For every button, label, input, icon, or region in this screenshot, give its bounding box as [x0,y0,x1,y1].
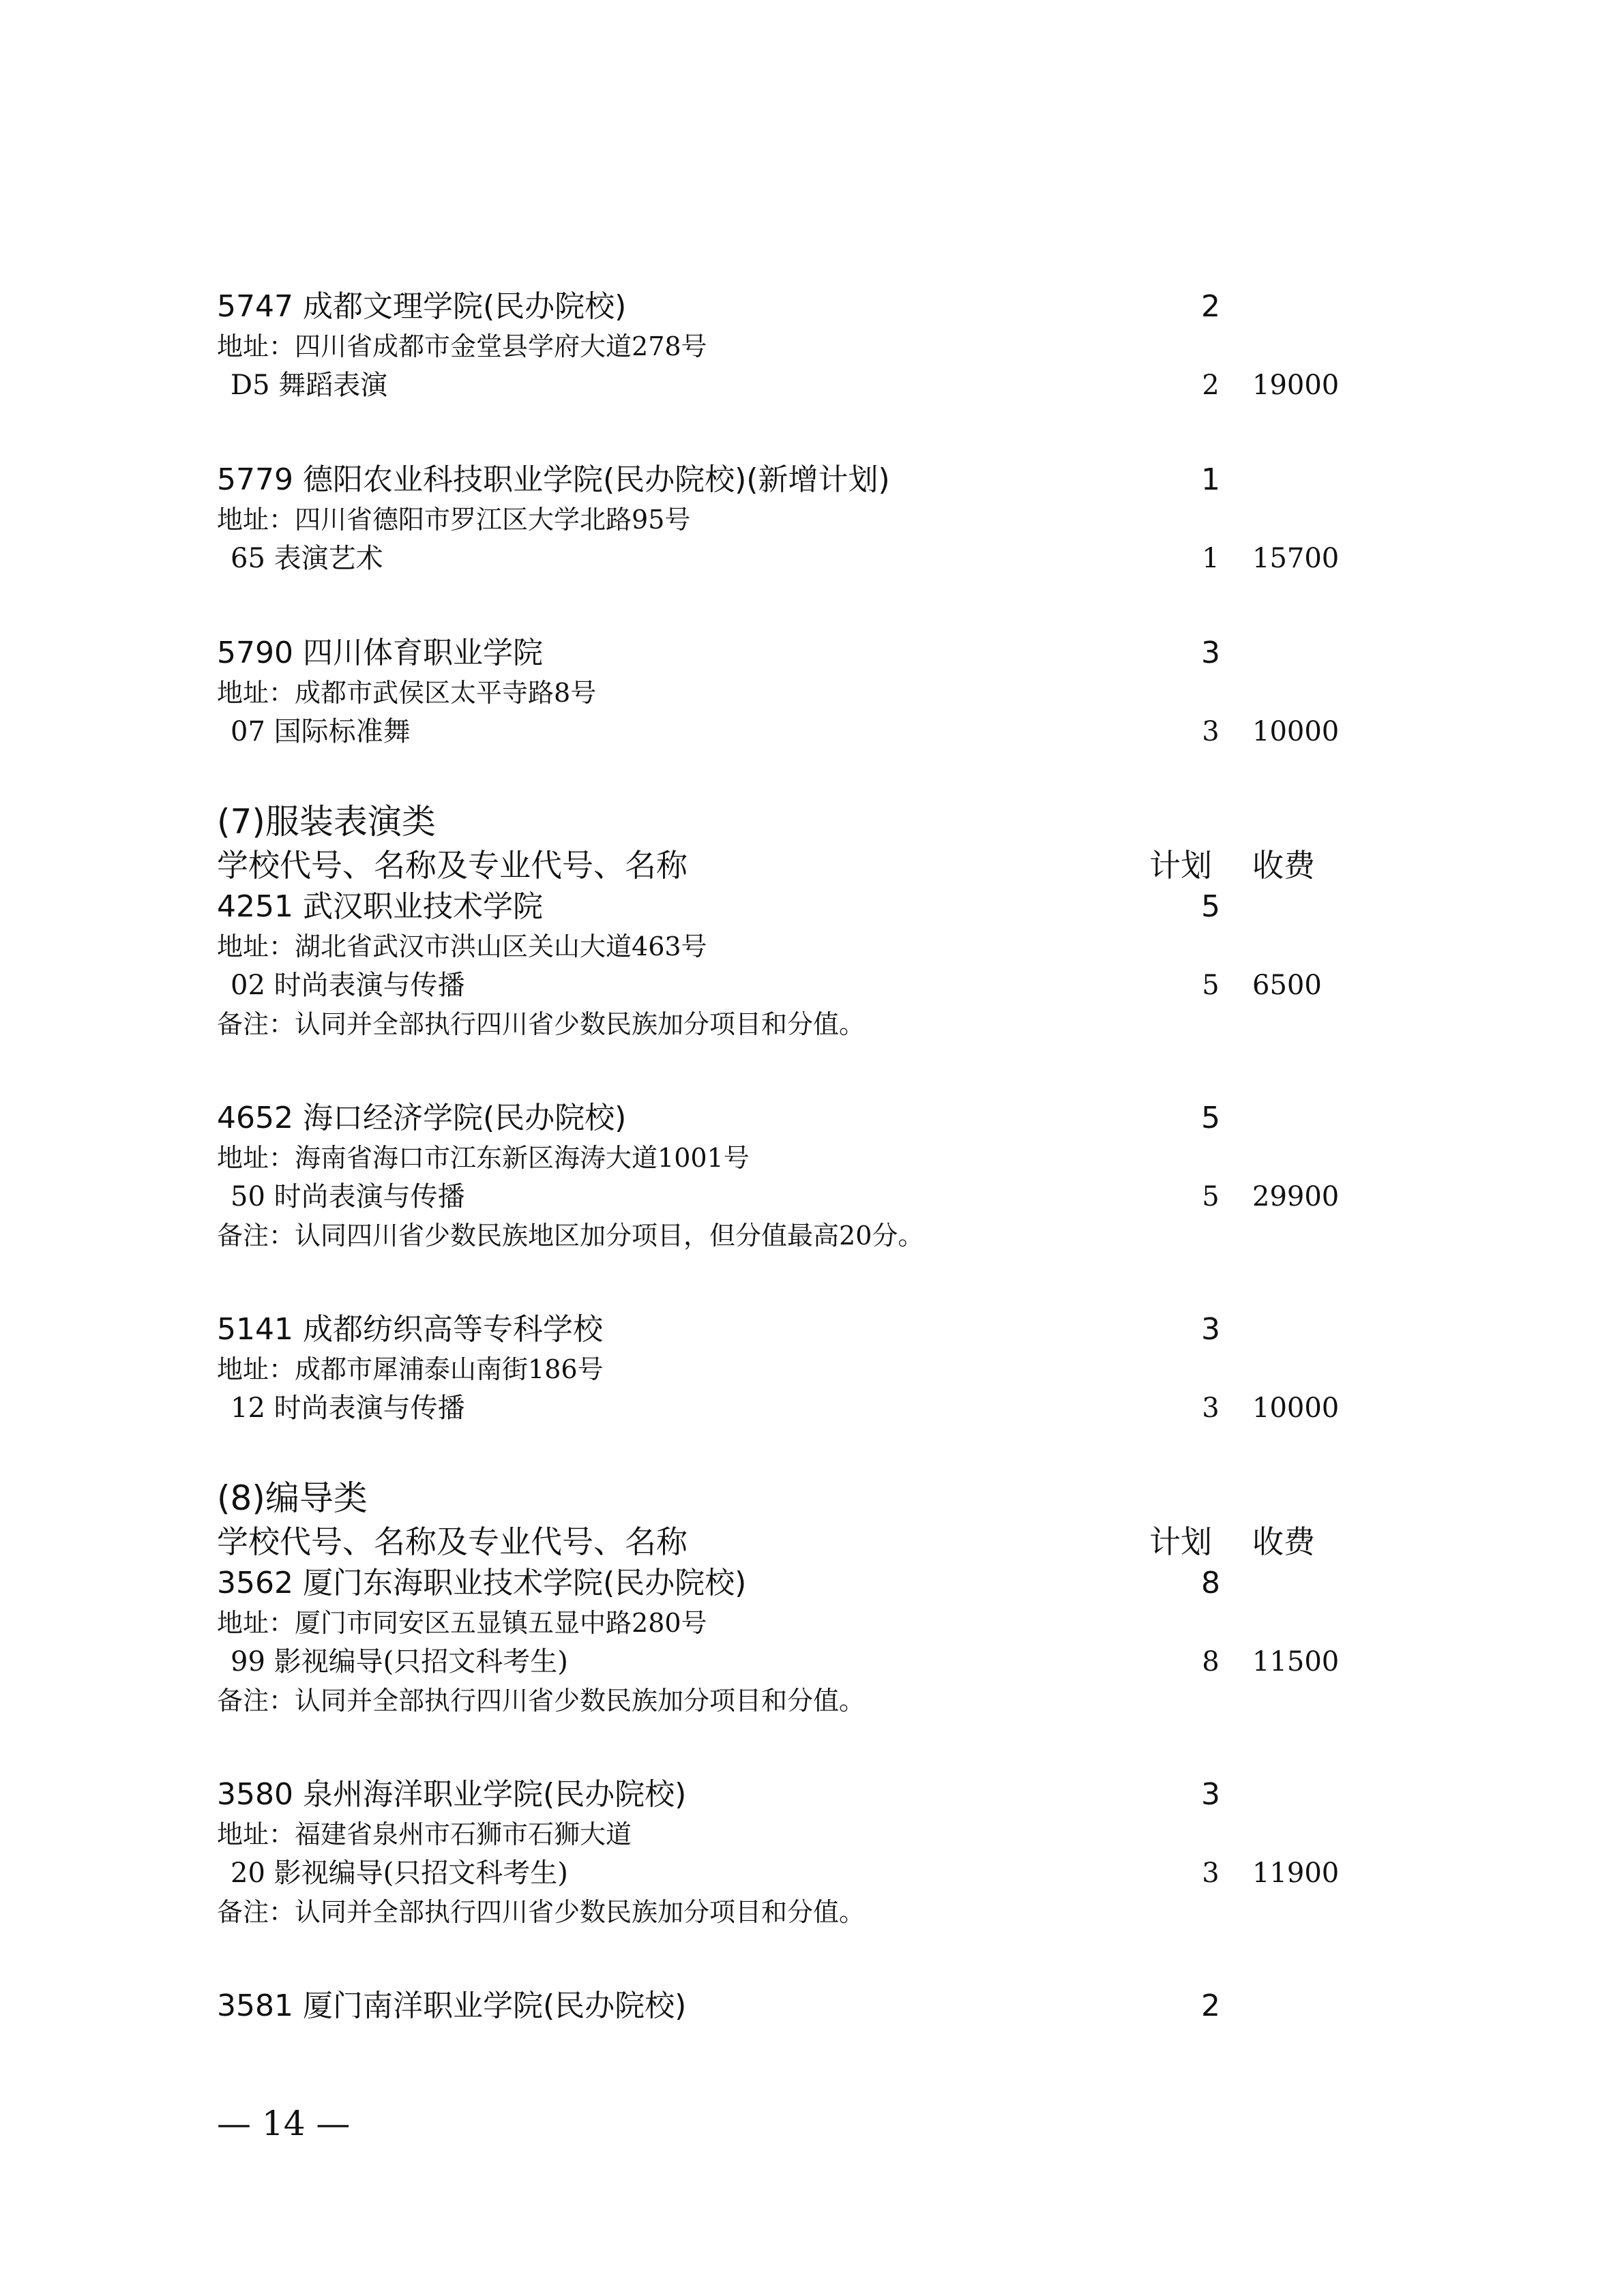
note-line [217,1682,1376,1720]
school-block [217,286,1376,405]
document-page [217,286,1376,2027]
major-name: 02 时尚表演与传播 [231,970,465,1001]
school-header [217,633,1376,674]
school-code-name: 3580 泉州海洋职业学院(民办院校) [217,1777,687,1812]
school-block [217,1774,1376,1931]
school-header [217,1098,1376,1139]
header-plan: 计划 [1149,847,1212,884]
school-code-name: 4251 武汉职业技术学院 [217,889,543,924]
address-value: 成都市武侯区太平寺路8号 [295,678,597,708]
school-header [217,460,1376,501]
note-label: 备注： [217,1897,295,1927]
address-label: 地址： [217,931,295,961]
category-title: (7)服装表演类 [217,802,436,841]
major-row [217,539,1376,578]
header-fee: 收费 [1252,1523,1315,1560]
school-plan: 2 [1201,289,1220,324]
address-label: 地址： [217,678,295,708]
note-label: 备注： [217,1009,295,1039]
address-label: 地址： [217,1143,295,1173]
school-header [217,1309,1376,1350]
address-line [217,327,1376,366]
address-line [217,501,1376,539]
address-label: 地址： [217,331,295,361]
address-label: 地址： [217,505,295,535]
school-code-name: 5779 德阳农业科技职业学院(民办院校)(新增计划) [217,462,890,497]
major-fee: 19000 [1252,370,1340,401]
header-school-major: 学校代号、名称及专业代号、名称 [217,847,688,884]
address-value: 福建省泉州市石狮市石狮大道 [295,1819,632,1849]
table-header [217,844,1376,886]
address-label: 地址： [217,1819,295,1849]
note-value: 认同并全部执行四川省少数民族加分项目和分值。 [295,1897,866,1927]
school-header [217,1986,1376,2027]
address-value: 四川省成都市金堂县学府大道278号 [295,331,707,361]
major-row [217,1853,1376,1893]
note-line [217,1217,1376,1255]
school-block [217,1098,1376,1255]
school-plan: 5 [1201,1101,1220,1135]
major-row [217,1177,1376,1217]
major-plan: 1 [1202,543,1220,574]
note-line [217,1893,1376,1931]
major-row [217,1642,1376,1682]
address-value: 湖北省武汉市洪山区关山大道463号 [295,931,707,961]
major-plan: 5 [1202,970,1220,1001]
address-line [217,1604,1376,1642]
school-block [217,886,1376,1043]
major-name: 99 影视编导(只招文科考生) [231,1646,568,1678]
major-name: 65 表演艺术 [231,543,383,574]
header-fee: 收费 [1252,847,1315,884]
school-plan: 3 [1201,636,1220,670]
major-fee: 10000 [1252,1392,1340,1424]
major-plan: 2 [1202,370,1220,401]
major-row [217,966,1376,1005]
major-plan: 3 [1202,1392,1220,1424]
address-line [217,927,1376,966]
note-line [217,1005,1376,1043]
major-fee: 11500 [1252,1646,1340,1678]
address-line [217,1815,1376,1853]
school-plan: 2 [1201,1988,1220,2023]
address-label: 地址： [217,1608,295,1638]
school-code-name: 3581 厦门南洋职业学院(民办院校) [217,1988,687,2023]
major-fee: 15700 [1252,543,1340,574]
school-block [217,460,1376,578]
address-line [217,674,1376,712]
school-block [217,633,1376,751]
note-label: 备注： [217,1686,295,1716]
address-label: 地址： [217,1354,295,1384]
major-name: 12 时尚表演与传播 [231,1392,465,1424]
header-school-major: 学校代号、名称及专业代号、名称 [217,1523,688,1560]
major-row [217,712,1376,751]
school-header [217,1774,1376,1815]
major-fee: 29900 [1252,1181,1340,1212]
school-header [217,1563,1376,1604]
major-plan: 3 [1202,716,1220,747]
school-code-name: 5747 成都文理学院(民办院校) [217,289,627,324]
school-plan: 8 [1201,1566,1220,1600]
school-header [217,286,1376,327]
school-plan: 3 [1201,1777,1220,1812]
table-header [217,1521,1376,1563]
major-plan: 8 [1202,1646,1220,1678]
address-line [217,1350,1376,1388]
school-plan: 1 [1201,462,1220,497]
address-value: 成都市犀浦泰山南街186号 [295,1354,604,1384]
major-name: 07 国际标准舞 [231,716,411,747]
note-label: 备注： [217,1221,295,1251]
note-value: 认同四川省少数民族地区加分项目，但分值最高20分。 [295,1221,924,1251]
school-code-name: 5141 成都纺织高等专科学校 [217,1312,603,1347]
address-value: 厦门市同安区五显镇五显中路280号 [295,1608,707,1638]
major-name: 20 影视编导(只招文科考生) [231,1858,568,1889]
address-line [217,1139,1376,1177]
school-code-name: 5790 四川体育职业学院 [217,636,543,670]
note-value: 认同并全部执行四川省少数民族加分项目和分值。 [295,1009,866,1039]
major-row [217,1388,1376,1428]
major-fee: 6500 [1252,970,1322,1001]
major-fee: 10000 [1252,716,1340,747]
address-value: 四川省德阳市罗江区大学北路95号 [295,505,691,535]
school-block [217,1563,1376,1720]
school-block [217,1986,1376,2027]
category-title: (8)编导类 [217,1478,368,1518]
major-name: 50 时尚表演与传播 [231,1181,465,1212]
major-plan: 3 [1202,1858,1220,1889]
major-name: D5 舞蹈表演 [231,370,388,401]
school-code-name: 4652 海口经济学院(民办院校) [217,1101,627,1135]
major-plan: 5 [1202,1181,1220,1212]
header-plan: 计划 [1149,1523,1212,1560]
major-fee: 11900 [1252,1858,1340,1889]
school-code-name: 3562 厦门东海职业技术学院(民办院校) [217,1566,747,1600]
school-block [217,1309,1376,1428]
school-plan: 3 [1201,1312,1220,1347]
address-value: 海南省海口市江东新区海涛大道1001号 [295,1143,750,1173]
school-plan: 5 [1201,889,1220,924]
page-number: — 14 — [217,2104,351,2143]
school-header [217,886,1376,927]
note-value: 认同并全部执行四川省少数民族加分项目和分值。 [295,1686,866,1716]
major-row [217,366,1376,405]
